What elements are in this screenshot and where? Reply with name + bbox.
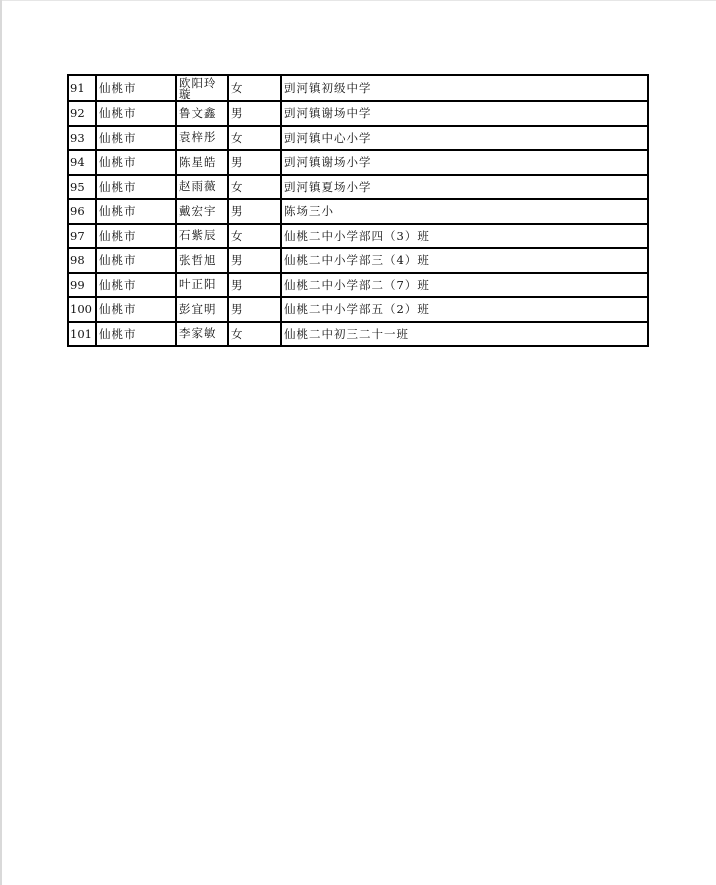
gender-cell: 男 (228, 101, 281, 126)
school-cell: 剅河镇夏场小学 (281, 175, 648, 200)
row-number-cell: 94 (68, 150, 96, 175)
school-cell: 仙桃二中小学部二（7）班 (281, 273, 648, 298)
student-name-cell: 袁梓彤 (176, 126, 228, 151)
gender-cell: 男 (228, 248, 281, 273)
gender-cell: 女 (228, 175, 281, 200)
table-row (68, 199, 648, 224)
row-number-cell: 91 (68, 75, 96, 101)
table-row (68, 101, 648, 126)
school-cell: 陈场三小 (281, 199, 648, 224)
gender-cell: 男 (228, 150, 281, 175)
school-cell: 仙桃二中初三二十一班 (281, 322, 648, 347)
student-name-cell: 戴宏宇 (176, 199, 228, 224)
row-number-cell: 99 (68, 273, 96, 298)
city-cell: 仙桃市 (96, 75, 176, 101)
table-row (68, 273, 648, 298)
table-row (68, 150, 648, 175)
student-name-cell: 叶正阳 (176, 273, 228, 298)
row-number-cell: 97 (68, 224, 96, 249)
gender-cell: 男 (228, 199, 281, 224)
row-number-cell: 95 (68, 175, 96, 200)
table-row (68, 322, 648, 347)
gender-cell: 女 (228, 126, 281, 151)
student-name-cell: 陈星皓 (176, 150, 228, 175)
table-row (68, 175, 648, 200)
city-cell: 仙桃市 (96, 297, 176, 322)
student-name-cell: 李家敏 (176, 322, 228, 347)
document-page (2, 1, 716, 885)
city-cell: 仙桃市 (96, 101, 176, 126)
student-roster-table (67, 74, 649, 347)
student-name-cell: 彭宜明 (176, 297, 228, 322)
gender-cell: 男 (228, 273, 281, 298)
school-cell: 仙桃二中小学部四（3）班 (281, 224, 648, 249)
gender-cell: 女 (228, 224, 281, 249)
school-cell: 剅河镇中心小学 (281, 126, 648, 151)
row-number-cell: 98 (68, 248, 96, 273)
city-cell: 仙桃市 (96, 273, 176, 298)
row-number-cell: 100 (68, 297, 96, 322)
table-row (68, 126, 648, 151)
row-number-cell: 93 (68, 126, 96, 151)
table-row (68, 297, 648, 322)
school-cell: 剅河镇谢场中学 (281, 101, 648, 126)
city-cell: 仙桃市 (96, 322, 176, 347)
school-cell: 剅河镇谢场小学 (281, 150, 648, 175)
table-row (68, 224, 648, 249)
table-row (68, 248, 648, 273)
city-cell: 仙桃市 (96, 175, 176, 200)
row-number-cell: 96 (68, 199, 96, 224)
city-cell: 仙桃市 (96, 199, 176, 224)
gender-cell: 男 (228, 297, 281, 322)
gender-cell: 女 (228, 322, 281, 347)
school-cell: 仙桃二中小学部三（4）班 (281, 248, 648, 273)
gender-cell: 女 (228, 75, 281, 101)
student-name-cell: 张哲旭 (176, 248, 228, 273)
school-cell: 仙桃二中小学部五（2）班 (281, 297, 648, 322)
row-number-cell: 92 (68, 101, 96, 126)
table-row (68, 75, 648, 101)
row-number-cell: 101 (68, 322, 96, 347)
school-cell: 剅河镇初级中学 (281, 75, 648, 101)
city-cell: 仙桃市 (96, 126, 176, 151)
student-name-cell: 赵雨薇 (176, 175, 228, 200)
student-name-cell: 石紫辰 (176, 224, 228, 249)
student-name-cell: 欧阳玲璇 (176, 75, 228, 101)
student-name-cell: 鲁文鑫 (176, 101, 228, 126)
city-cell: 仙桃市 (96, 248, 176, 273)
city-cell: 仙桃市 (96, 150, 176, 175)
city-cell: 仙桃市 (96, 224, 176, 249)
